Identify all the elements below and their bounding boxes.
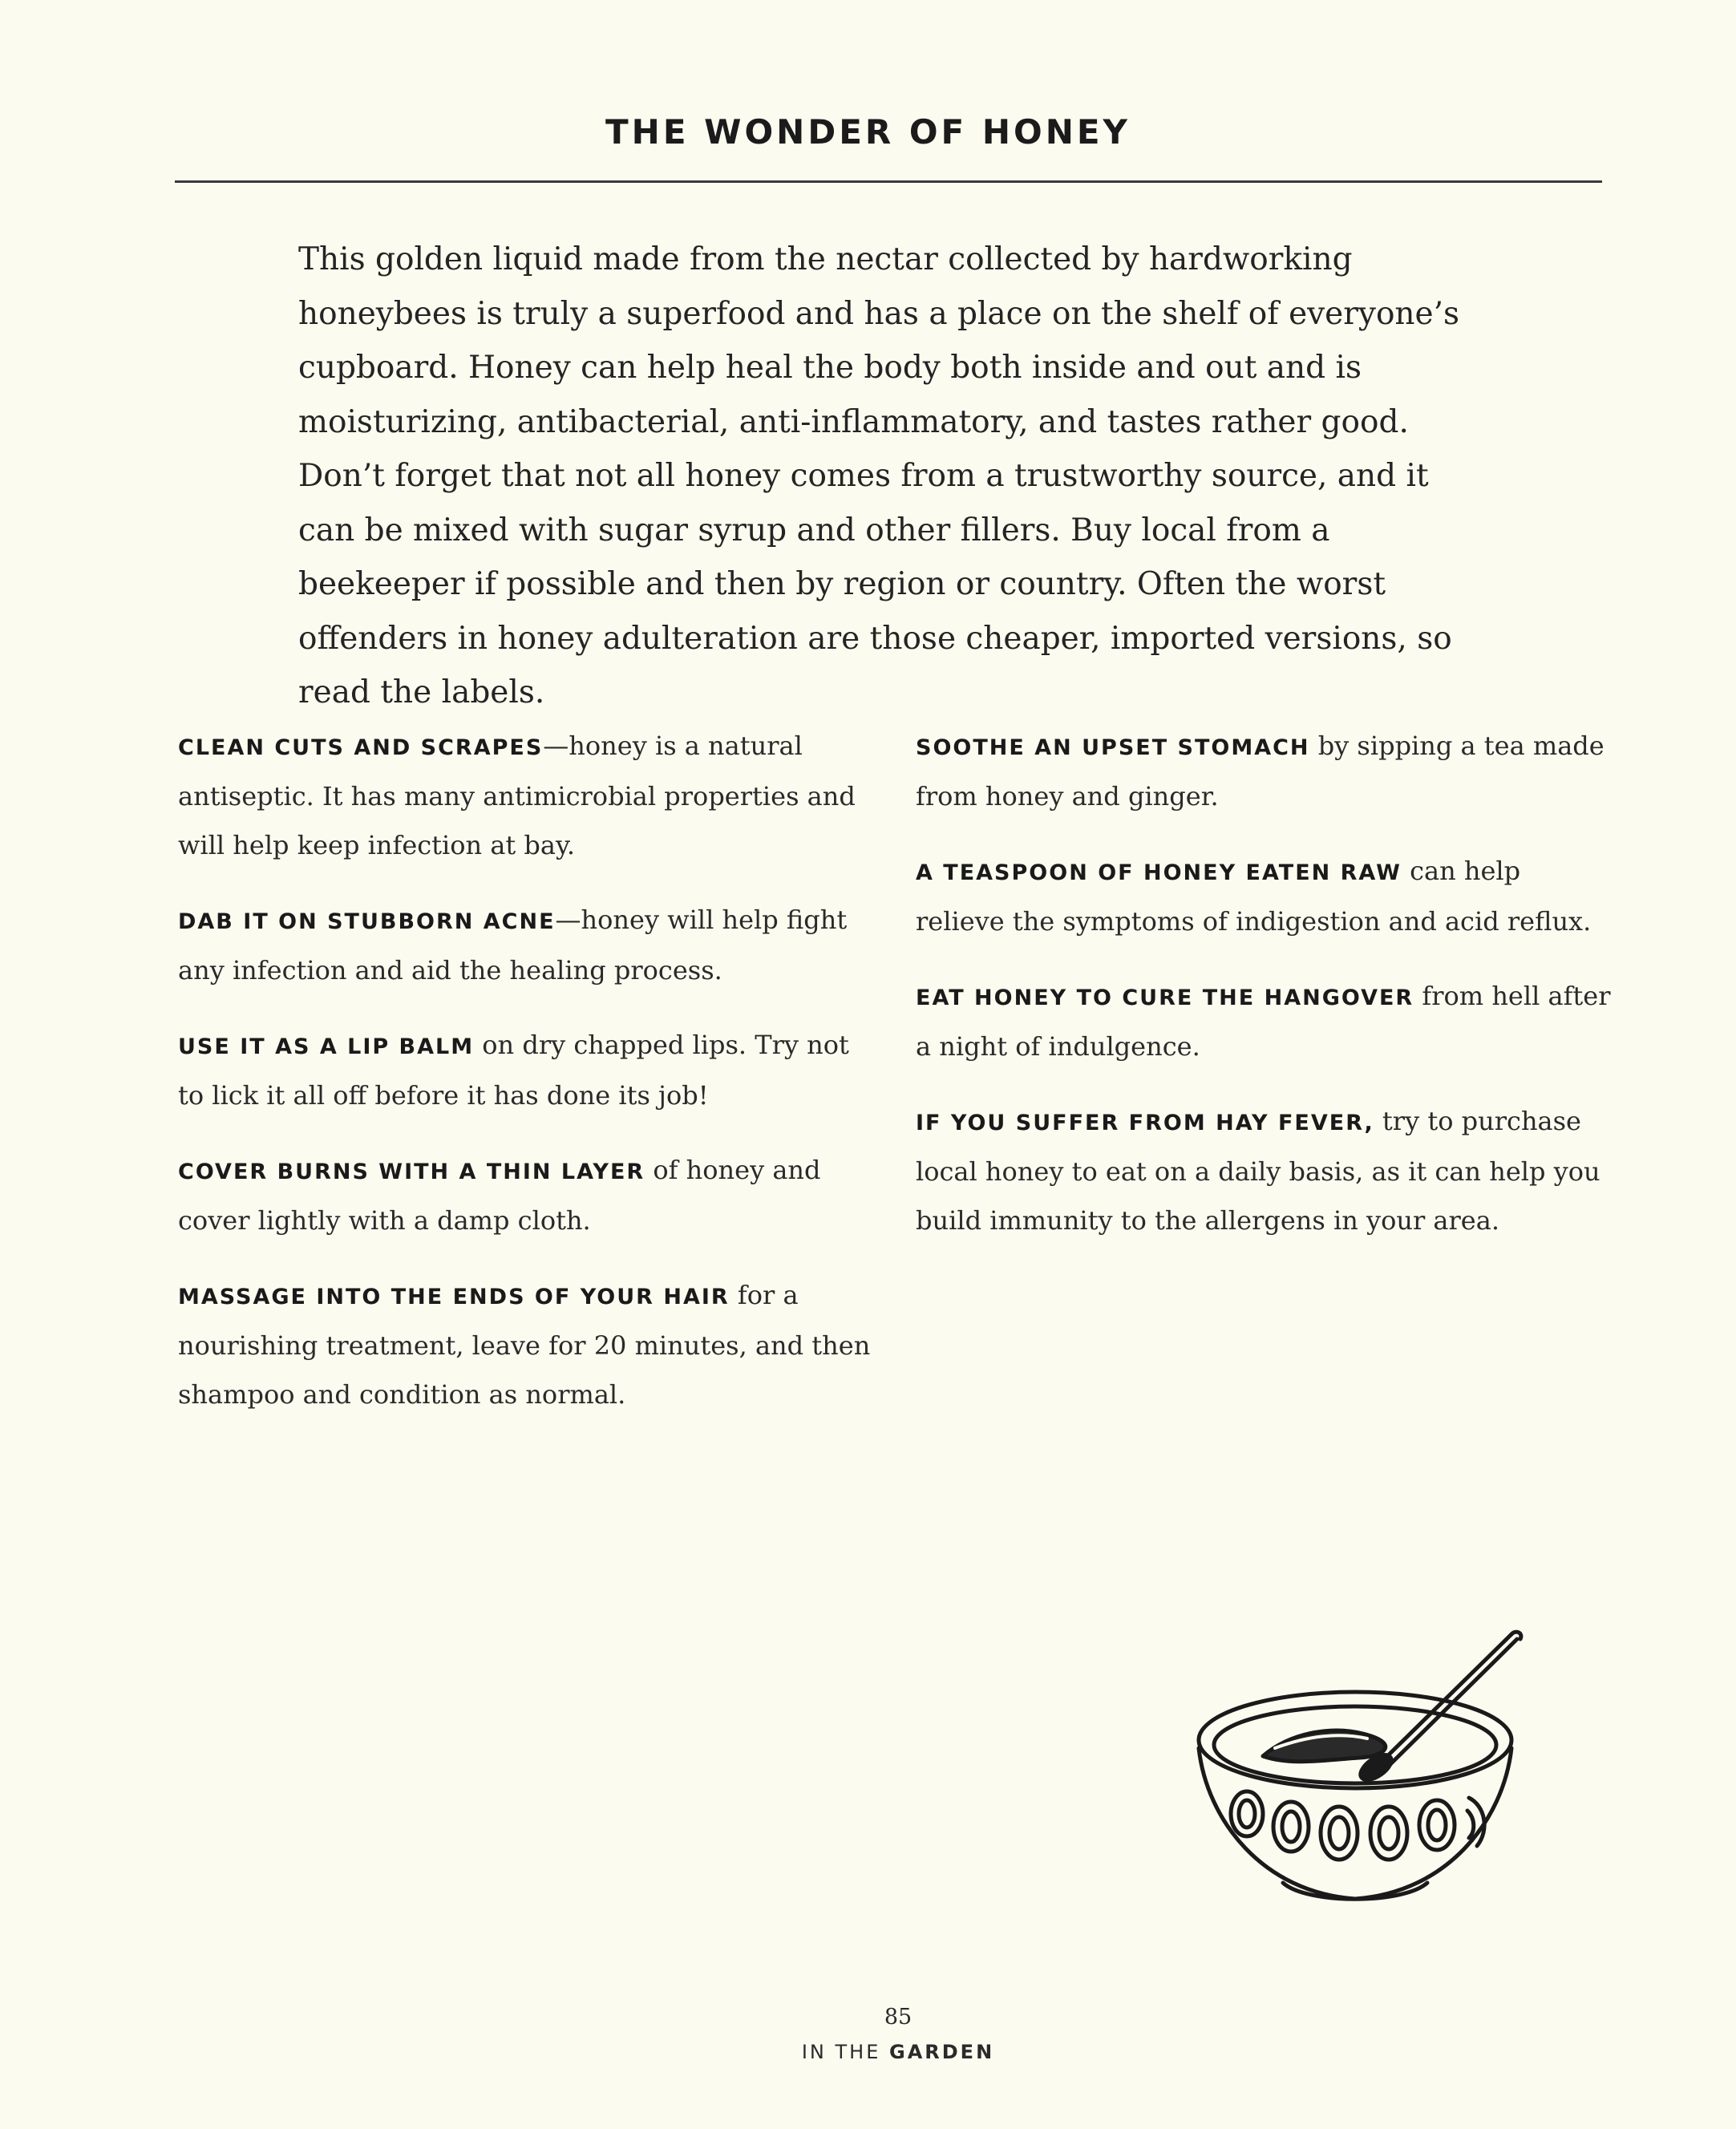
tip-text: can help relieve the symptoms of indigestion and acid reflux. bbox=[916, 856, 1592, 937]
tip-text: by sipping a tea made from honey and ginger. bbox=[916, 731, 1604, 812]
left-tips-column bbox=[178, 722, 876, 1445]
section-prefix: IN THE bbox=[801, 2041, 881, 2063]
tip-item bbox=[178, 1146, 876, 1245]
tip-heading: CLEAN CUTS AND SCRAPES bbox=[178, 735, 544, 760]
page-title: THE WONDER OF HONEY bbox=[605, 112, 1131, 152]
tip-text: try to purchase local honey to eat on a daily basis, as it can help you build immunity to the allergens in your area. bbox=[916, 1106, 1600, 1236]
tip-text: from hell after a night of indulgence. bbox=[916, 981, 1611, 1062]
intro-paragraph: This golden liquid made from the nectar collected by hardworking honeybees is truly a superfood and has a place on the shelf of everyone’s cupboard. Honey can help heal the body both inside and out and is moisturizing, antibacterial, anti-inflammatory, and tastes rather good. Don’t forget that not all honey comes from a trustworthy source, and it can be mixed with sugar syrup and other fillers. Buy local from a beekeeper if possible and then by region or country. Often the worst offenders in honey adulteration are those cheaper, imported versions, so read the labels. bbox=[298, 241, 1460, 710]
title-rule bbox=[175, 180, 1602, 183]
section-name: GARDEN bbox=[889, 2041, 995, 2063]
tip-item bbox=[916, 847, 1613, 946]
tip-heading: COVER BURNS WITH A THIN LAYER bbox=[178, 1160, 645, 1184]
tip-item bbox=[178, 896, 876, 995]
page-number: 85 bbox=[884, 2005, 913, 2030]
tip-text: —honey will help fight any infection and aid the healing process. bbox=[178, 905, 848, 986]
tip-item bbox=[916, 972, 1613, 1071]
tip-heading: IF YOU SUFFER FROM HAY FEVER, bbox=[916, 1111, 1374, 1135]
tip-heading: A TEASPOON OF HONEY EATEN RAW bbox=[916, 860, 1402, 885]
tip-heading: EAT HONEY TO CURE THE HANGOVER bbox=[916, 986, 1414, 1010]
tip-text: —honey is a natural antiseptic. It has many antimicrobial properties and will help keep infection at bay. bbox=[178, 731, 856, 860]
tip-item bbox=[178, 1021, 876, 1120]
tip-item bbox=[916, 722, 1613, 821]
tip-text: on dry chapped lips. Try not to lick it all off before it has done its job! bbox=[178, 1030, 849, 1111]
tip-item bbox=[916, 1097, 1613, 1245]
mixing-bowl-with-spoon-icon bbox=[1187, 1628, 1540, 1917]
tip-item bbox=[178, 1271, 876, 1419]
tip-text: for a nourishing treatment, leave for 20 minutes, and then shampoo and condition as normal. bbox=[178, 1280, 871, 1410]
tip-item bbox=[178, 722, 876, 870]
tip-heading: DAB IT ON STUBBORN ACNE bbox=[178, 909, 556, 934]
tip-text: of honey and cover lightly with a damp cloth. bbox=[178, 1155, 821, 1236]
tip-heading: MASSAGE INTO THE ENDS OF YOUR HAIR bbox=[178, 1285, 730, 1309]
tip-heading: USE IT AS A LIP BALM bbox=[178, 1034, 475, 1059]
section-label bbox=[0, 2041, 1736, 2063]
right-tips-column bbox=[916, 722, 1613, 1271]
tip-heading: SOOTHE AN UPSET STOMACH bbox=[916, 735, 1310, 760]
